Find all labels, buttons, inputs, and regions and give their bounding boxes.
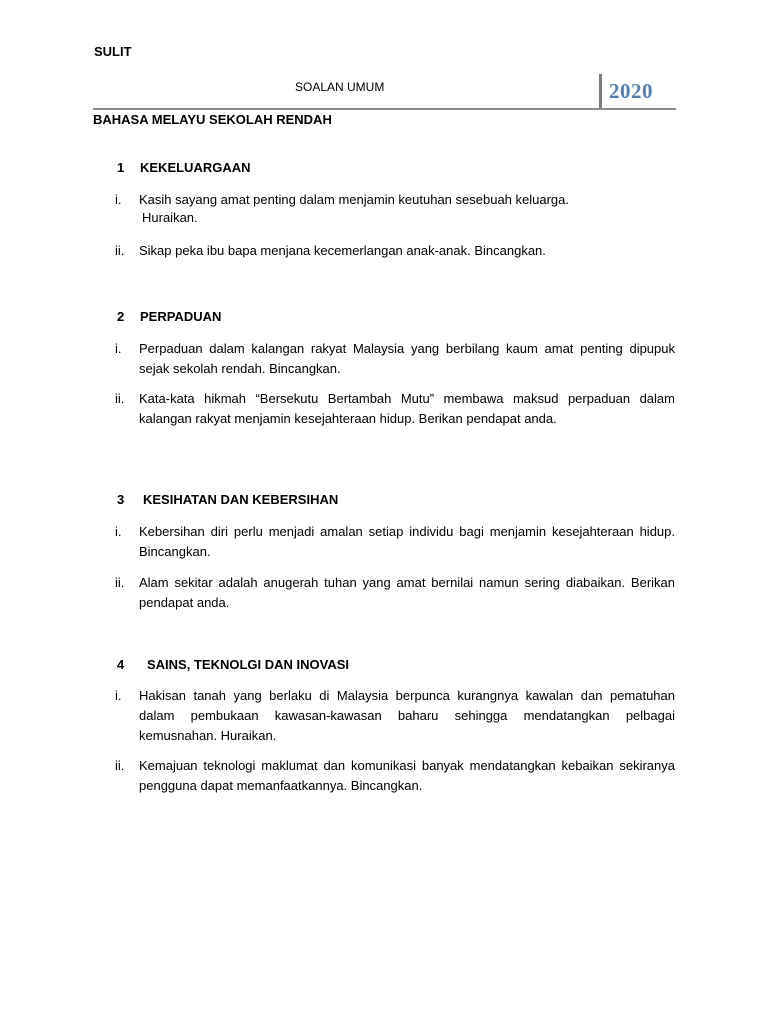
header-sulit-label: SULIT bbox=[94, 44, 132, 59]
question-text: Hakisan tanah yang berlaku di Malaysia berpunca kurangnya kawalan dan pematuhan dalam pembukaan kawasan-kawasan baharu sehingga mendatangkan pelbagai kemusnahan. Huraikan. bbox=[139, 688, 675, 743]
section-title: KESIHATAN DAN KEBERSIHAN bbox=[143, 492, 339, 507]
question-1-i bbox=[115, 190, 675, 230]
question-text: Alam sekitar adalah anugerah tuhan yang amat bernilai namun sering diabaikan. Berikan pendapat anda. bbox=[139, 575, 675, 610]
section-2-heading bbox=[117, 309, 221, 324]
section-number: 3 bbox=[117, 492, 125, 507]
question-3-ii bbox=[115, 573, 675, 613]
question-text: Kasih sayang amat penting dalam menjamin keutuhan sesebuah keluarga. bbox=[139, 192, 569, 207]
question-text-continuation: Huraikan. bbox=[142, 210, 198, 225]
question-numeral: ii. bbox=[115, 243, 125, 258]
year-divider bbox=[599, 74, 602, 108]
section-3-heading bbox=[117, 492, 338, 507]
section-number: 1 bbox=[117, 160, 125, 175]
subject-title: BAHASA MELAYU SEKOLAH RENDAH bbox=[93, 112, 332, 127]
question-1-ii bbox=[115, 241, 675, 261]
question-numeral: ii. bbox=[115, 758, 125, 773]
question-4-i bbox=[115, 686, 675, 746]
question-text: Kebersihan diri perlu menjadi amalan setiap individu bagi menjamin kesejahteraan hidup. Bincangkan. bbox=[139, 524, 675, 559]
question-numeral: i. bbox=[115, 192, 122, 207]
section-title: SAINS, TEKNOLGI DAN INOVASI bbox=[147, 657, 349, 672]
question-numeral: i. bbox=[115, 341, 122, 356]
section-number: 2 bbox=[117, 309, 125, 324]
header-soalan-umum: SOALAN UMUM bbox=[295, 80, 385, 94]
question-2-i bbox=[115, 339, 675, 379]
section-1-heading bbox=[117, 160, 251, 175]
question-text: Kemajuan teknologi maklumat dan komunikasi banyak mendatangkan kebaikan sekiranya pengguna dapat memanfaatkannya. Bincangkan. bbox=[139, 758, 675, 793]
section-title: KEKELUARGAAN bbox=[140, 160, 251, 175]
section-number: 4 bbox=[117, 657, 125, 672]
question-text: Perpaduan dalam kalangan rakyat Malaysia yang berbilang kaum amat penting dipupuk sejak sekolah rendah. Bincangkan. bbox=[139, 341, 675, 376]
question-text: Sikap peka ibu bapa menjana kecemerlangan anak-anak. Bincangkan. bbox=[139, 243, 546, 258]
question-text: Kata-kata hikmah “Bersekutu Bertambah Mutu” membawa maksud perpaduan dalam kalangan rakyat menjamin kesejahteraan hidup. Berikan pendapat anda. bbox=[139, 391, 675, 426]
header-rule bbox=[93, 108, 676, 110]
question-numeral: ii. bbox=[115, 575, 125, 590]
question-3-i bbox=[115, 522, 675, 562]
section-4-heading bbox=[117, 657, 349, 672]
question-numeral: ii. bbox=[115, 391, 125, 406]
question-4-ii bbox=[115, 756, 675, 796]
question-numeral: i. bbox=[115, 688, 122, 703]
question-2-ii bbox=[115, 389, 675, 449]
header-year: 2020 bbox=[609, 79, 653, 103]
question-numeral: i. bbox=[115, 524, 122, 539]
section-title: PERPADUAN bbox=[140, 309, 222, 324]
